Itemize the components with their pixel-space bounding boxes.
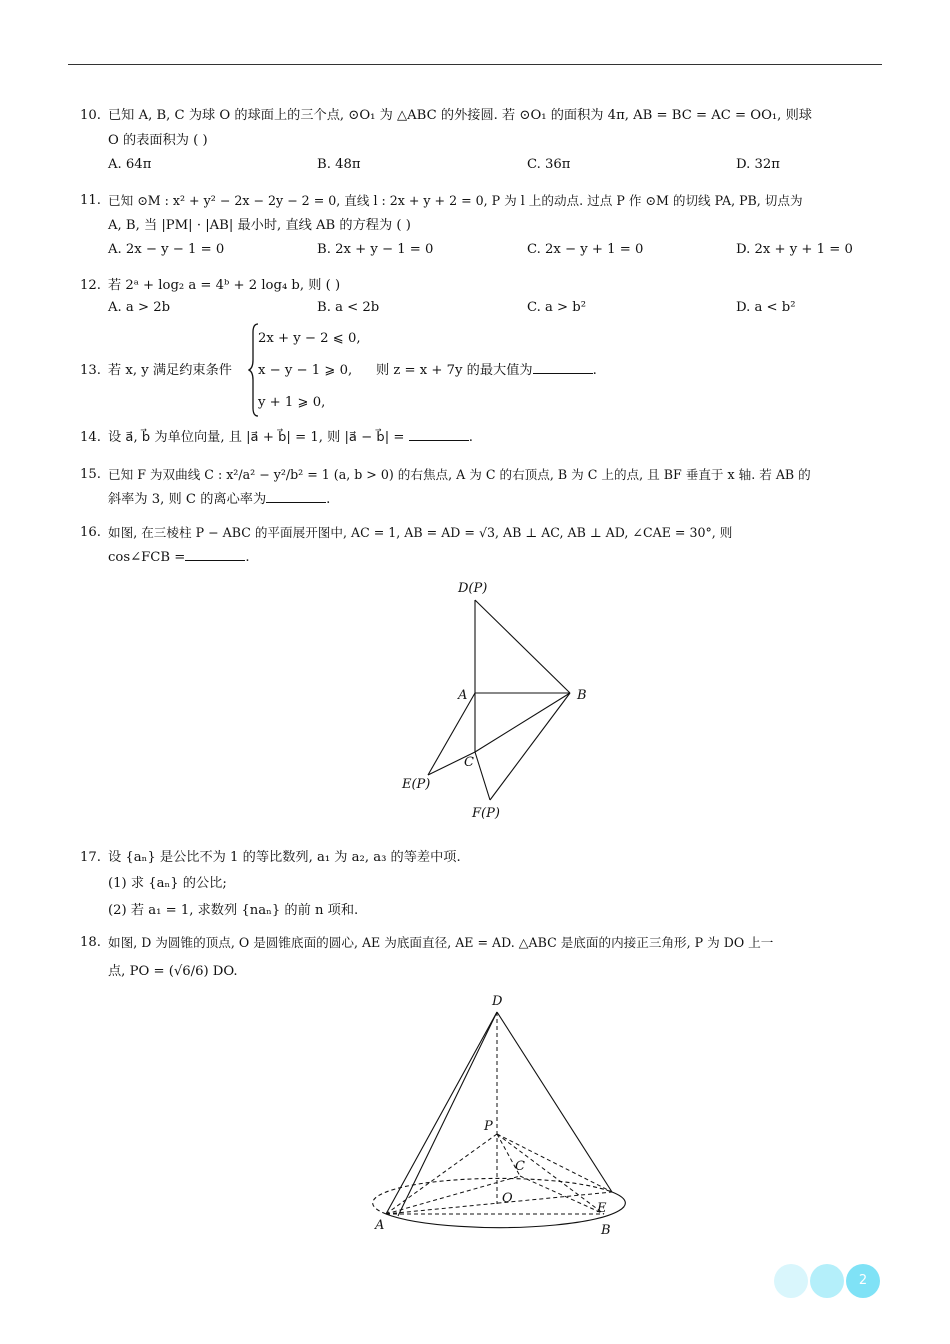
- question-end: .: [326, 492, 331, 507]
- page-dot-2: [810, 1264, 844, 1298]
- question-text-line2: 点, PO = (√6/6) DO.: [108, 964, 238, 979]
- question-text-line2-row: [108, 487, 885, 512]
- label-e: E(P): [402, 777, 431, 792]
- edge-da: [386, 1012, 497, 1214]
- question-lead: 若 x, y 满足约束条件: [108, 363, 232, 378]
- question-number: 12.: [80, 278, 101, 293]
- question-text-line2: A, B, 当 |PM| · |AB| 最小时, 直线 AB 的方程为 ( ): [108, 218, 411, 233]
- net-diagram: [390, 572, 610, 827]
- constraint-1: 2x + y − 2 ⩽ 0,: [258, 331, 361, 346]
- question-text-line1: 已知 F 为双曲线 C : x²/a² − y²/b² = 1 (a, b > 0) 的右焦点, A 为 C 的右顶点, B 为 C 上的点, 且 BF 垂直于 x 轴. 若 AB 的: [108, 467, 811, 482]
- question-text: 设 a⃗, b⃗ 为单位向量, 且 |a⃗ + b⃗| = 1, 则 |a⃗ − b⃗| =: [108, 430, 405, 445]
- option-a: A. a > 2b: [108, 300, 171, 315]
- label-e: E: [597, 1201, 607, 1216]
- edge-d-a2: [398, 1012, 497, 1216]
- question-text-line1: 如图, D 为圆锥的顶点, O 是圆锥底面的圆心, AE 为底面直径, AE = AD. △ABC 是底面的内接正三角形, P 为 DO 上一: [108, 935, 774, 950]
- option-c: C. 2x − y + 1 = 0: [527, 242, 644, 257]
- question-number: 17.: [80, 850, 101, 865]
- answer-blank: [409, 426, 469, 441]
- label-o: O: [502, 1191, 513, 1206]
- option-d: D. 2x + y + 1 = 0: [736, 242, 853, 257]
- option-b: B. a < 2b: [317, 300, 380, 315]
- question-number: 16.: [80, 525, 101, 540]
- label-d: D: [492, 994, 503, 1009]
- question-text-line2: cos∠FCB =: [108, 550, 186, 565]
- answer-blank: [185, 546, 245, 561]
- option-b: B. 48π: [317, 157, 361, 172]
- question-text-line2-row: [108, 545, 885, 570]
- constraint-3: y + 1 ⩾ 0,: [258, 395, 326, 410]
- page-number: 2: [846, 1264, 880, 1298]
- edge-fb: [490, 693, 570, 800]
- option-d: D. a < b²: [736, 300, 796, 315]
- option-a: A. 64π: [108, 157, 152, 172]
- label-a: A: [458, 688, 468, 703]
- question-text-line2: O 的表面积为 ( ): [108, 133, 208, 148]
- label-d: D(P): [458, 581, 488, 596]
- edge-ac: [386, 1176, 520, 1214]
- option-a: A. 2x − y − 1 = 0: [108, 242, 225, 257]
- cone-diagram: [370, 990, 630, 1245]
- question-text-line1: 若 2ᵃ + log₂ a = 4ᵇ + 2 log₄ b, 则 ( ): [108, 278, 341, 293]
- question-number: 14.: [80, 430, 101, 445]
- question-end: .: [592, 363, 597, 378]
- options-12: [108, 300, 888, 322]
- edge-cb: [475, 693, 570, 752]
- question-number: 10.: [80, 108, 101, 123]
- header-rule: [68, 64, 882, 65]
- question-text-line1: 如图, 在三棱柱 P − ABC 的平面展开图中, AC = 1, AB = AD = √3, AB ⊥ AC, AB ⊥ AD, ∠CAE = 30°, 则: [108, 525, 733, 540]
- options-11: [108, 242, 888, 264]
- label-a: A: [375, 1218, 385, 1233]
- options-10: [108, 157, 888, 179]
- label-b: B: [601, 1223, 611, 1238]
- base-back-arc: [373, 1178, 612, 1214]
- question-end: .: [245, 550, 250, 565]
- answer-blank: [533, 359, 593, 374]
- label-c: C: [464, 755, 474, 770]
- option-d: D. 32π: [736, 157, 780, 172]
- label-f: F(P): [472, 806, 500, 821]
- diameter-ae: [386, 1192, 612, 1214]
- option-b: B. 2x + y − 1 = 0: [317, 242, 434, 257]
- label-c: C: [515, 1159, 525, 1174]
- label-b: B: [577, 688, 587, 703]
- option-c: C. a > b²: [527, 300, 587, 315]
- question-number: 13.: [80, 363, 101, 378]
- sub-question-1: (1) 求 {aₙ} 的公比;: [108, 876, 227, 891]
- question-number: 18.: [80, 935, 101, 950]
- question-text-line1: 设 {aₙ} 是公比不为 1 的等比数列, a₁ 为 a₂, a₃ 的等差中项.: [108, 850, 461, 865]
- edge-cf: [475, 752, 490, 800]
- question-text-line2: 斜率为 3, 则 C 的离心率为: [108, 492, 267, 507]
- answer-blank: [266, 488, 326, 503]
- label-p: P: [484, 1119, 493, 1134]
- page-dot-1: [774, 1264, 808, 1298]
- edge-db: [475, 600, 570, 693]
- question-number: 11.: [80, 193, 101, 208]
- option-c: C. 36π: [527, 157, 571, 172]
- question-number: 15.: [80, 467, 101, 482]
- constraint-2: x − y − 1 ⩾ 0,: [258, 363, 353, 378]
- edge-pa: [386, 1134, 497, 1214]
- question-text-line1: 已知 A, B, C 为球 O 的球面上的三个点, ⊙O₁ 为 △ABC 的外接圆. 若 ⊙O₁ 的面积为 4π, AB = BC = AC = OO₁, 则球: [108, 108, 812, 123]
- question-tail: 则 z = x + 7y 的最大值为: [376, 363, 533, 378]
- sub-question-2: (2) 若 a₁ = 1, 求数列 {naₙ} 的前 n 项和.: [108, 903, 359, 918]
- question-13-tail: [376, 358, 776, 383]
- question-end: .: [468, 430, 473, 445]
- question-text-line1: 已知 ⊙M : x² + y² − 2x − 2y − 2 = 0, 直线 l : 2x + y + 2 = 0, P 为 l 上的动点. 过点 P 作 ⊙M 的切线 PA, PB, 切点为: [108, 193, 803, 208]
